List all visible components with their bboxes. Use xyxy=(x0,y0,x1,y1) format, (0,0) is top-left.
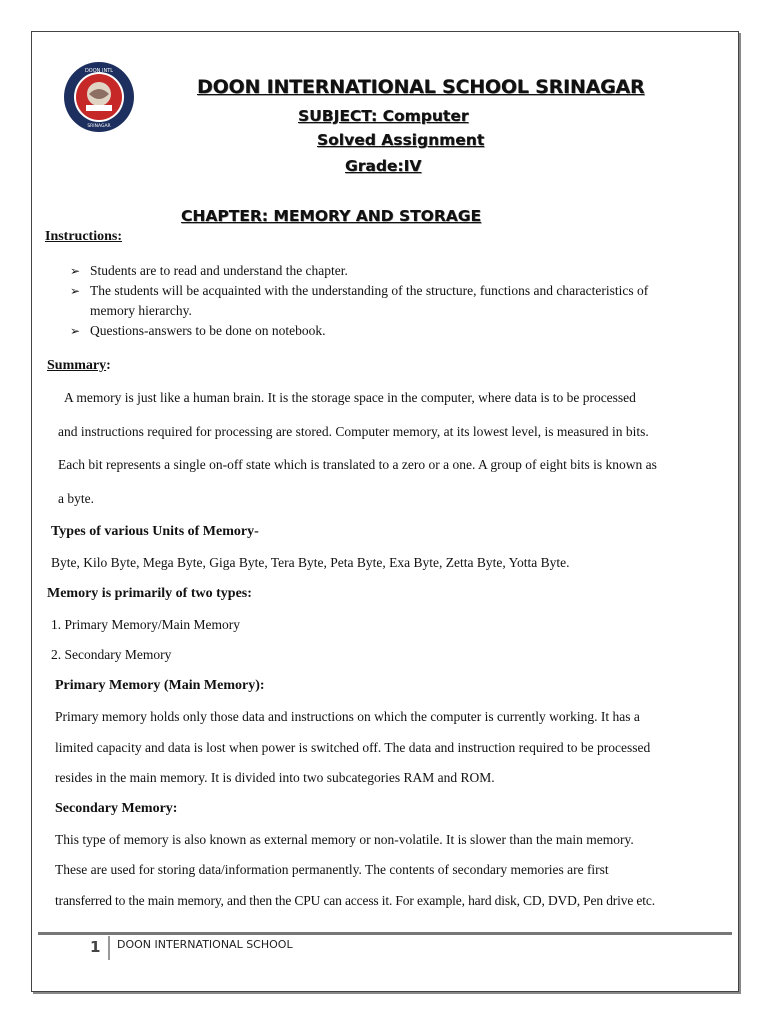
secondary-heading: Secondary Memory: xyxy=(55,801,178,816)
school-title: DOON INTERNATIONAL SCHOOL SRINAGAR xyxy=(197,76,645,98)
summary-line: Each bit represents a single on-off state which is translated to a zero or a one. A group of eight bits is known as xyxy=(58,457,657,472)
logo-ring-text: DOON INTL xyxy=(84,68,114,74)
summary-line: A memory is just like a human brain. It is the storage space in the computer, where data is to be processed xyxy=(64,390,636,405)
list-item: memory hierarchy. xyxy=(90,303,192,318)
summary-line: a byte. xyxy=(58,491,94,506)
units-heading: Types of various Units of Memory- xyxy=(51,524,259,539)
instructions-list xyxy=(70,261,730,341)
page-number: 1 xyxy=(90,938,101,956)
school-logo xyxy=(62,60,136,134)
types-heading: Memory is primarily of two types: xyxy=(47,586,252,601)
summary-heading: Summary: xyxy=(47,358,111,373)
grade-title: Grade:IV xyxy=(345,157,422,175)
arrow-bullet-icon: ➢ xyxy=(70,264,81,278)
footer-text: DOON INTERNATIONAL SCHOOL xyxy=(117,938,293,951)
secondary-line: These are used for storing data/information permanently. The contents of secondary memories are first xyxy=(55,862,609,877)
subject-title: SUBJECT: Computer xyxy=(298,107,469,125)
list-item: ➢ The students will be acquainted with the understanding of the structure, functions and characteristics of xyxy=(70,281,730,301)
types-item: 1. Primary Memory/Main Memory xyxy=(51,617,240,632)
arrow-bullet-icon: ➢ xyxy=(70,324,81,338)
arrow-bullet-icon: ➢ xyxy=(70,284,81,298)
list-item: ➢ Questions-answers to be done on notebook. xyxy=(70,321,730,341)
assignment-title: Solved Assignment xyxy=(317,131,485,149)
svg-text:SRINAGAR: SRINAGAR xyxy=(87,124,111,129)
summary-line: and instructions required for processing are stored. Computer memory, at its lowest level, is measured in bits. xyxy=(58,424,649,439)
primary-heading: Primary Memory (Main Memory): xyxy=(55,678,265,693)
footer-separator xyxy=(108,936,110,960)
primary-line: resides in the main memory. It is divided into two subcategories RAM and ROM. xyxy=(55,770,495,785)
secondary-line: This type of memory is also known as external memory or non-volatile. It is slower than the main memory. xyxy=(55,832,634,847)
list-item: ➢ Students are to read and understand the chapter. xyxy=(70,261,730,281)
types-item: 2. Secondary Memory xyxy=(51,647,172,662)
footer-divider xyxy=(38,932,732,935)
primary-line: limited capacity and data is lost when power is switched off. The data and instruction required to be processed xyxy=(55,740,651,755)
chapter-title: CHAPTER: MEMORY AND STORAGE xyxy=(181,207,482,225)
secondary-line: transferred to the main memory, and then the CPU can access it. For example, hard disk, CD, DVD, Pen drive etc. xyxy=(55,893,655,908)
units-text: Byte, Kilo Byte, Mega Byte, Giga Byte, Tera Byte, Peta Byte, Exa Byte, Zetta Byte, Yotta Byte. xyxy=(51,555,570,570)
instructions-heading: Instructions: xyxy=(45,229,123,244)
primary-line: Primary memory holds only those data and instructions on which the computer is currently working. It has a xyxy=(55,709,640,724)
